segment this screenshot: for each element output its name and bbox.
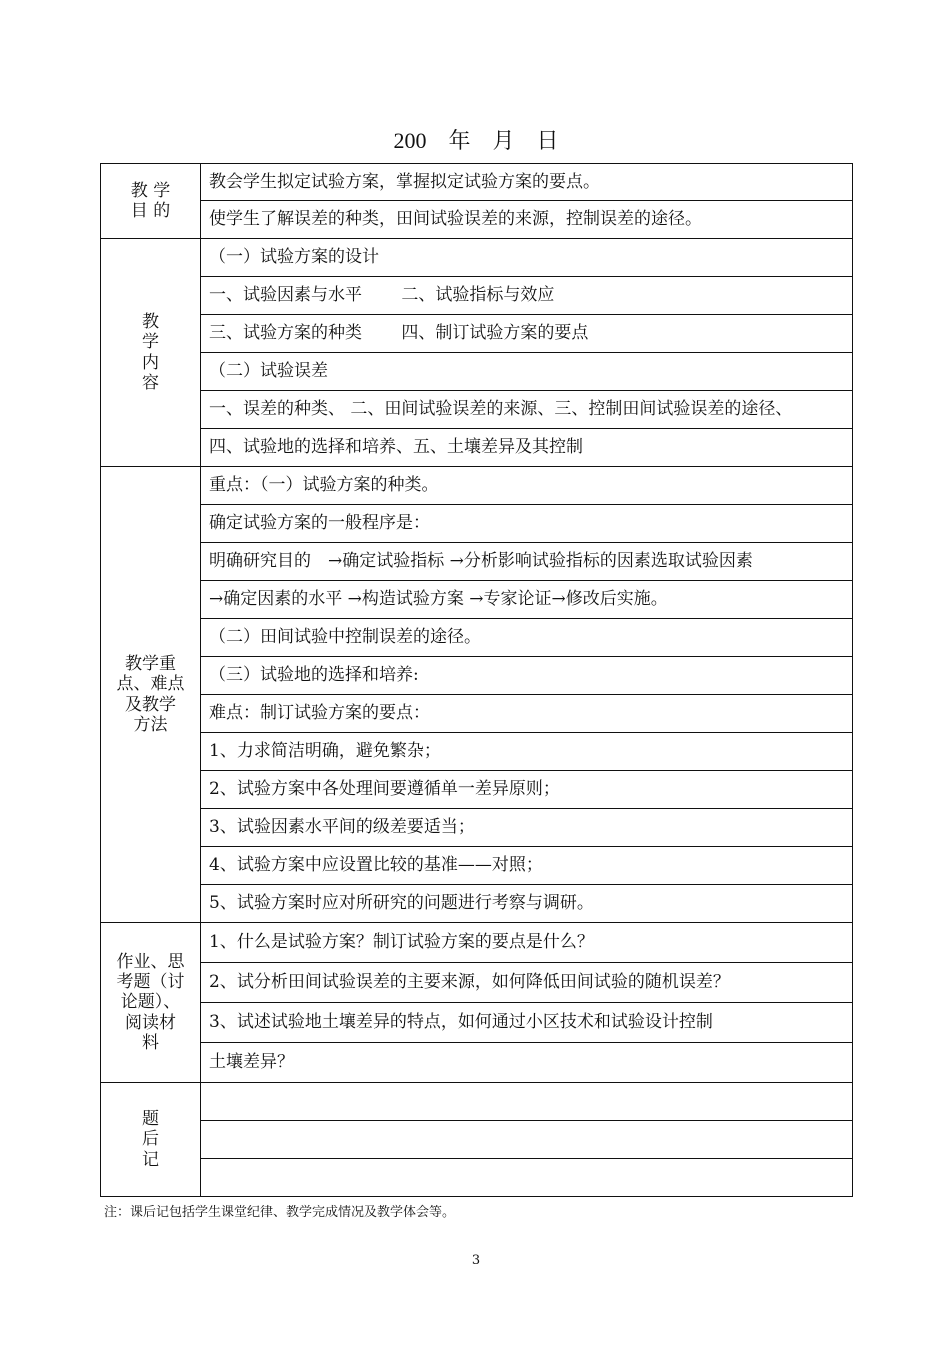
focus-label: 教学重 点、难点 及教学 方法 (101, 467, 201, 923)
homework-row (101, 963, 853, 1003)
focus-row (101, 467, 853, 505)
page-number: 3 (471, 1253, 481, 1268)
focus-text: （三）试验地的选择和培养: (201, 657, 853, 695)
content-row (101, 315, 853, 353)
objective-text: 使学生了解误差的种类，田间试验误差的来源，控制误差的途径。 (201, 201, 853, 239)
homework-row (101, 1043, 853, 1083)
focus-text: 重点：（一）试验方案的种类。 (201, 467, 853, 505)
focus-row (101, 657, 853, 695)
postscript-line (201, 1159, 853, 1197)
homework-text: 1、什么是试验方案？制订试验方案的要点是什么？ (201, 923, 853, 963)
focus-text: 明确研究目的 →确定试验指标 →分析影响试验指标的因素选取试验因素 (201, 543, 853, 581)
focus-row (101, 733, 853, 771)
focus-row (101, 543, 853, 581)
content-text: 一、试验因素与水平 二、试验指标与效应 (201, 277, 853, 315)
postscript-row (101, 1121, 853, 1159)
homework-text: 3、试述试验地土壤差异的特点，如何通过小区技术和试验设计控制 (201, 1003, 853, 1043)
focus-text: 难点：制订试验方案的要点： (201, 695, 853, 733)
content-row (101, 277, 853, 315)
content-row (101, 429, 853, 467)
content-label: 教 学 内 容 (101, 239, 201, 467)
footnote: 注：课后记包括学生课堂纪律、教学完成情况及教学体会等。 (104, 1205, 456, 1220)
postscript-row (101, 1159, 853, 1197)
homework-row (101, 923, 853, 963)
focus-text: 确定试验方案的一般程序是： (201, 505, 853, 543)
focus-row (101, 695, 853, 733)
content-row (101, 391, 853, 429)
homework-label: 作业、思 考题（讨 论题）、 阅读材 料 (101, 923, 201, 1083)
focus-text: （二）田间试验中控制误差的途径。 (201, 619, 853, 657)
focus-row (101, 847, 853, 885)
focus-row (101, 771, 853, 809)
focus-text: →确定因素的水平 →构造试验方案 →专家论证→修改后实施。 (201, 581, 853, 619)
focus-row (101, 809, 853, 847)
focus-row (101, 581, 853, 619)
objective-row (101, 201, 853, 239)
content-text: 三、试验方案的种类 四、制订试验方案的要点 (201, 315, 853, 353)
lesson-plan-table (100, 163, 853, 1197)
content-text: 四、试验地的选择和培养、五、土壤差异及其控制 (201, 429, 853, 467)
lesson-date: 200 年 月 日 (393, 128, 559, 153)
focus-text: 5、试验方案时应对所研究的问题进行考察与调研。 (201, 885, 853, 923)
focus-text: 3、试验因素水平间的级差要适当； (201, 809, 853, 847)
content-text: （二）试验误差 (201, 353, 853, 391)
content-row (101, 353, 853, 391)
focus-row (101, 619, 853, 657)
postscript-row (101, 1083, 853, 1121)
objective-label: 教 学 目 的 (101, 164, 201, 239)
homework-text: 2、试分析田间试验误差的主要来源，如何降低田间试验的随机误差？ (201, 963, 853, 1003)
postscript-label: 题 后 记 (101, 1083, 201, 1197)
content-row (101, 239, 853, 277)
focus-text: 4、试验方案中应设置比较的基准——对照； (201, 847, 853, 885)
focus-text: 2、试验方案中各处理间要遵循单一差异原则； (201, 771, 853, 809)
content-text: （一）试验方案的设计 (201, 239, 853, 277)
objective-row (101, 164, 853, 201)
focus-row (101, 885, 853, 923)
focus-row (101, 505, 853, 543)
focus-text: 1、力求简洁明确，避免繁杂； (201, 733, 853, 771)
postscript-line (201, 1083, 853, 1121)
homework-text: 土壤差异？ (201, 1043, 853, 1083)
content-text: 一、误差的种类、 二、田间试验误差的来源、三、控制田间试验误差的途径、 (201, 391, 853, 429)
homework-row (101, 1003, 853, 1043)
objective-text: 教会学生拟定试验方案，掌握拟定试验方案的要点。 (201, 164, 853, 201)
postscript-line (201, 1121, 853, 1159)
